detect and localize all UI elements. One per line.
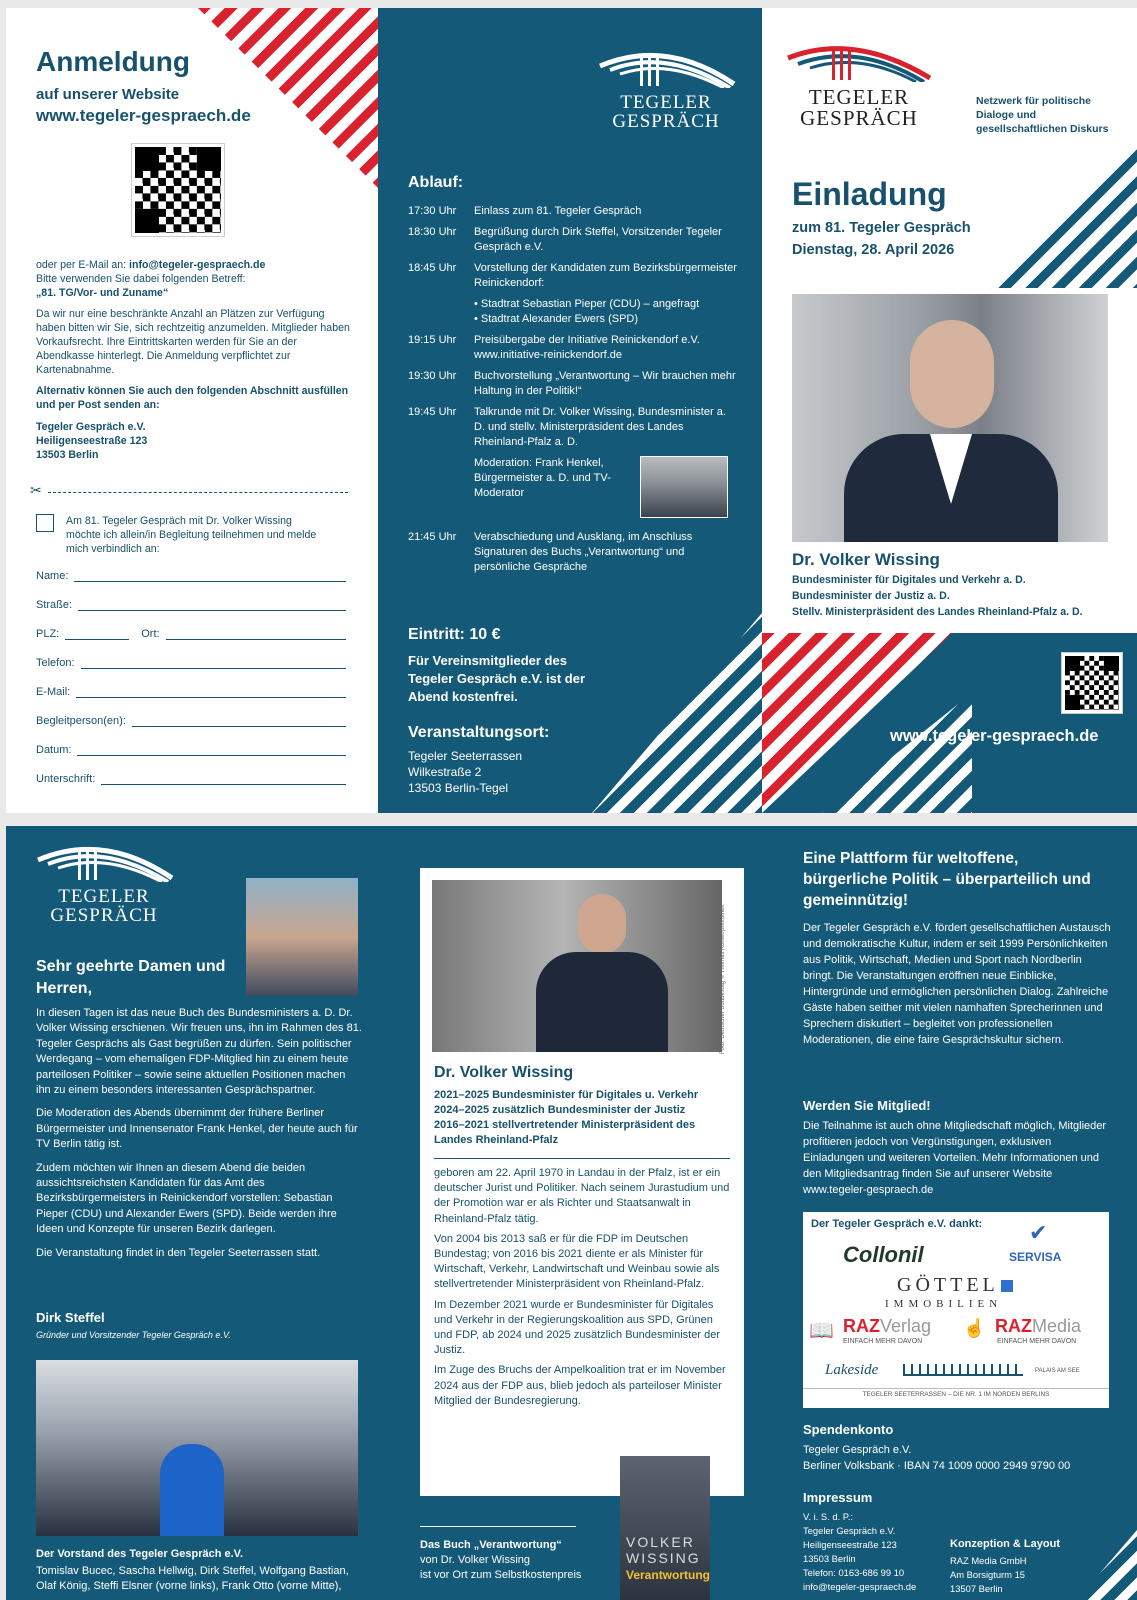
website-link[interactable]: www.tegeler-gespraech.de	[36, 106, 251, 125]
email-label: E-Mail:	[36, 686, 71, 698]
schedule-time: 21:45 Uhr	[408, 531, 457, 543]
sponsor-lakeside: Lakeside	[825, 1362, 879, 1378]
schedule-text: Preisübergabe der Initiative Reinickendorf e.V. www.initiative-reinickendorf.de	[474, 334, 700, 361]
board-heading: Der Vorstand des Tegeler Gespräch e.V.	[36, 1548, 244, 1560]
bio-head	[578, 894, 626, 954]
logo-line-2: GESPRÄCH	[800, 106, 918, 130]
schedule-text: Einlass zum 81. Tegeler Gespräch	[474, 205, 642, 217]
email-field[interactable]	[36, 682, 346, 698]
signature-label: Unterschrift:	[36, 773, 96, 785]
donation-line-1: Tegeler Gespräch e.V.	[803, 1444, 912, 1456]
guest-role-3: Stellv. Ministerpräsident des Landes Rheinland-Pfalz a. D.	[792, 606, 1083, 618]
cut-line	[48, 492, 348, 493]
imprint-line-5: Telefon: 0163-686 99 10	[803, 1567, 905, 1578]
invite-title: Einladung	[792, 176, 947, 212]
schedule-item	[408, 312, 738, 327]
invite-sub-1: zum 81. Tegeler Gespräch	[792, 220, 971, 236]
schedule-item	[408, 297, 738, 312]
logo	[596, 44, 736, 131]
raz-media-bold: RAZ	[995, 1316, 1032, 1336]
logo-line-1: TEGELER	[808, 85, 910, 109]
lakeside-palais: PALAIS AM SEE	[1035, 1368, 1080, 1374]
venue-line-1: Tegeler Seeterrassen	[408, 749, 523, 763]
bio-para-2: Von 2004 bis 2013 saß er für die FDP im Deutschen Bundestag; von 2016 bis 2021 diente er als Minister für Wirtschaft, Verkehr, Landwirtschaft und Weinbau sowie als stellvertretender Ministerpräsident von Rheinland-Pfalz.	[434, 1232, 720, 1291]
bio-photo	[432, 880, 722, 1052]
book-cover-title: Verantwortung	[626, 1568, 711, 1582]
career-line-2: 2024–2025 zusätzlich Bundesminister der Justiz	[434, 1104, 686, 1116]
date-field[interactable]	[36, 740, 346, 756]
bio-suit	[536, 952, 668, 1052]
entry-price: Eintritt: 10 €	[408, 626, 501, 643]
imprint	[803, 1510, 916, 1594]
addr-line-1: Tegeler Gespräch e.V.	[36, 421, 146, 434]
panel-bio	[388, 826, 770, 1600]
raz-verlag-bold: RAZ	[843, 1316, 880, 1336]
email-intro: oder per E-Mail an:	[36, 259, 130, 271]
career	[434, 1088, 734, 1148]
cover-logo	[784, 36, 934, 129]
letter-para-1: In diesen Tagen ist das neue Buch des Bundesministers a. D. Dr. Volker Wissing erschienen. Wir freuen uns, ihn im Rahmen des 81. Tegeler Gesprächs als Gast begrüßen zu dürfen. Sein politischer Werdegang – vom ehemaligen FDP-Mitglied hin zu einem heute parteilosen Politiker – sowie seine aktuellen Positionen machen ihn zu einem besonders interessanten Gesprächspartner.	[36, 1007, 362, 1097]
author-photo	[246, 878, 358, 996]
concept-line-1: RAZ Media GmbH	[950, 1555, 1027, 1566]
companion-label: Begleitperson(en):	[36, 715, 126, 727]
logo-line-2: GESPRÄCH	[50, 905, 158, 926]
signature-name: Dirk Steffel	[36, 1310, 105, 1325]
letter-para-3: Zudem möchten wir Ihnen an diesem Abend die beiden aussichtsreichsten Kandidaten für das Amt des Bezirksbürgermeisters in Reinickendorf vorstellen: Sebastian Pieper (CDU) und Alexander Ewers (SPD). Beide werden ihre Ideen und Konzepte für unseren Bezirk darlegen.	[36, 1161, 337, 1236]
phone-field[interactable]	[36, 653, 346, 669]
email-link[interactable]: info@tegeler-gespraech.de	[129, 259, 266, 271]
about-heading: Eine Plattform für weltoffene, bürgerliche Politik – überparteilich und gemeinnützig!	[803, 850, 1091, 909]
sponsor-servisa: SERVISA	[1009, 1250, 1062, 1264]
book-cover-author-1: VOLKER	[626, 1534, 695, 1550]
registration-sub: auf unserer Website	[36, 86, 180, 103]
subject-hint: Bitte verwenden Sie dabei folgenden Betreff:	[36, 273, 246, 286]
name-field[interactable]	[36, 566, 346, 582]
schedule-time: 19:30 Uhr	[408, 370, 457, 382]
schedule-item	[408, 261, 738, 291]
moderation-text: Moderation: Frank Henkel, Bürgermeister a. D. und TV-Moderator	[474, 457, 611, 499]
board-names: Tomislav Bucec, Sascha Hellwig, Dirk Steffel, Wolfgang Bastian, Olaf König, Steffi Elsner (vorne links), Frank Otto (vorne Mitte),	[36, 1565, 349, 1592]
schedule-text: • Stadtrat Alexander Ewers (SPD)	[474, 313, 639, 325]
schedule-list	[408, 204, 738, 581]
book-divider	[420, 1526, 576, 1527]
plz-ort-field[interactable]	[36, 624, 346, 640]
guest-head	[910, 320, 994, 428]
letter-para-2: Die Moderation des Abends übernimmt der frühere Berliner Bürgermeister und Innensenator Frank Henkel, der heute auch für TV Berlin tätig ist.	[36, 1107, 358, 1151]
raz-verlag-word: Verlag	[880, 1316, 932, 1336]
raz-media-tagline: EINFACH MEHR DAVON	[997, 1338, 1077, 1345]
raz-verlag-tagline: EINFACH MEHR DAVON	[843, 1338, 923, 1345]
email-block	[36, 258, 356, 463]
schedule-text: Talkrunde mit Dr. Volker Wissing, Bundesminister a. D. und stellv. Ministerpräsident des Landes Rheinland-Pfalz a. D.	[474, 406, 726, 448]
guest-photo	[792, 294, 1108, 542]
schedule-item	[408, 204, 738, 219]
registration-title: Anmeldung	[36, 46, 190, 77]
guest-role-1: Bundesminister für Digitales und Verkehr a. D.	[792, 574, 1026, 586]
schedule-time: 19:15 Uhr	[408, 334, 457, 346]
logo	[34, 838, 174, 925]
career-line-3: 2016–2021 stellvertretender Ministerpräsident des Landes Rheinland-Pfalz	[434, 1119, 696, 1146]
donation-info	[803, 1442, 1070, 1474]
donation-heading: Spendenkonto	[803, 1422, 894, 1437]
qr-code-icon[interactable]	[1062, 653, 1122, 713]
venue-heading: Veranstaltungsort:	[408, 724, 550, 741]
panel-registration	[6, 8, 378, 813]
companion-field[interactable]	[36, 711, 346, 727]
book-line-3: ist vor Ort zum Selbstkostenpreis	[420, 1569, 582, 1581]
registration-para: Da wir nur eine beschränkte Anzahl an Plätzen zur Verfügung haben bitten wir Sie, sich rechtzeitig anzumelden. Mitglieder haben Vorkaufsrecht. Ihre Eintrittskarten werden für Sie an der Abendkasse hinterlegt. Die Anmeldung verpflichtet zur Kartenabnahme.	[36, 307, 350, 377]
ort-label: Ort:	[141, 628, 160, 640]
sponsor-raz-verlag	[843, 1316, 931, 1337]
venue-line-3: 13503 Berlin-Tegel	[408, 781, 509, 795]
imprint-line-2: Tegeler Gespräch e.V.	[803, 1525, 896, 1536]
servisa-icon: ✔	[1029, 1220, 1048, 1245]
bio-para-4: Im Zuge des Bruchs der Ampelkoalition trat er im November 2024 aus der FDP aus, blieb jedoch als parteiloser Minister Mitglied der Bundesregierung.	[434, 1364, 726, 1407]
sponsor-heading: Der Tegeler Gespräch e.V. dankt:	[811, 1218, 983, 1230]
letter-para-4: Die Veranstaltung findet in den Tegeler Seeterrassen statt.	[36, 1246, 321, 1259]
bio-card	[420, 868, 744, 1496]
cover-footer	[762, 633, 1137, 813]
addr-line-3: 13503 Berlin	[36, 449, 99, 462]
building-icon	[903, 1354, 1023, 1376]
concept-line-3: 13507 Berlin	[950, 1583, 1003, 1594]
member-heading: Werden Sie Mitglied!	[803, 1098, 931, 1113]
panel-about	[770, 826, 1137, 1600]
bio-para-1: geboren am 22. April 1970 in Landau in der Pfalz, ist er ein deutscher Jurist und Politiker. Nach seinem Jurastudium und der Promotion war er als Richter und Staatsanwalt in Rheinland-Pfalz tätig.	[434, 1167, 730, 1225]
board-person-highlight	[160, 1444, 224, 1536]
moderator-photo	[640, 456, 728, 518]
board-photo	[36, 1360, 358, 1536]
book-text	[420, 1538, 581, 1583]
logo-line-1: TEGELER	[58, 886, 150, 907]
addr-line-2: Heiligenseestraße 123	[36, 435, 148, 448]
sponsor-box	[803, 1212, 1109, 1408]
sponsor-collonil: Collonil	[843, 1242, 924, 1267]
logo-arc-icon	[784, 36, 934, 82]
schedule-time	[408, 297, 474, 312]
venue	[408, 748, 522, 796]
concept	[950, 1554, 1027, 1596]
signature-field[interactable]	[36, 769, 346, 785]
decor-stripes-white	[592, 613, 762, 813]
plz-label: PLZ:	[36, 628, 60, 640]
schedule-text: Buchvorstellung „Verantwortung – Wir brauchen mehr Haltung in der Politik!“	[474, 370, 736, 397]
decor-stripes-red	[198, 8, 378, 188]
lakeside-tagline: TEGELER SEETERRASSEN – DIE NR. 1 IM NORDEN BERLINS	[803, 1388, 1109, 1398]
schedule-time: 19:45 Uhr	[408, 406, 457, 418]
imprint-heading: Impressum	[803, 1490, 873, 1505]
invite-date: Dienstag, 28. April 2026	[792, 242, 955, 258]
about-para: Der Tegeler Gespräch e.V. fördert gesellschaftlichen Austausch und demokratische Kultur, indem er seit 1999 Persönlichkeiten aus Politik, Wirtschaft, Medien und Sport nach Nordberlin bringt. Die Veranstaltungen eröffnen neue Einblicke, Hintergründe und ermöglichen persönlichen Dialog. Zahlreiche Gäste haben seither mit vielen namhaften Sprecherinnen und Sprechern diskutiert – begleitet von professionellen Moderationen, die eine faire Gesprächskultur sichern.	[803, 922, 1111, 1046]
letter-body	[36, 1006, 362, 1261]
concept-heading: Konzeption & Layout	[950, 1538, 1060, 1550]
book-line-1: Das Buch „Verantwortung“	[420, 1539, 562, 1551]
concept-line-2: Am Borsigturm 15	[950, 1569, 1026, 1580]
schedule-time: 18:30 Uhr	[408, 226, 457, 238]
attend-checkbox[interactable]	[36, 514, 54, 532]
panel-schedule	[378, 8, 762, 813]
book-icon: 📖	[809, 1320, 834, 1342]
cover-url[interactable]: www.tegeler-gespraech.de	[890, 727, 1099, 745]
schedule-item	[408, 405, 738, 450]
date-label: Datum:	[36, 744, 72, 756]
name-label: Name:	[36, 570, 69, 582]
book-line-2: von Dr. Volker Wissing	[420, 1554, 531, 1566]
panel-letter	[6, 826, 388, 1600]
imprint-email[interactable]: info@tegeler-gespraech.de	[803, 1581, 917, 1592]
imprint-line-3: Heiligenseestraße 123	[803, 1539, 897, 1550]
schedule-heading: Ablauf:	[408, 174, 464, 191]
book-cover-author-2: WISSING	[626, 1550, 701, 1566]
photo-credit: Foto: Deutscher Bundestag © Thomas Köhler/photothek	[720, 904, 726, 1054]
panel-cover	[762, 8, 1137, 813]
bio-name: Dr. Volker Wissing	[434, 1064, 574, 1081]
bio-text	[434, 1166, 730, 1409]
tagline: Netzwerk für politische Dialoge und gesellschaftlichen Diskurs	[976, 95, 1109, 135]
schedule-time: 18:45 Uhr	[408, 262, 457, 274]
greeting: Sehr geehrte Damen und Herren,	[36, 958, 226, 997]
schedule-time: 17:30 Uhr	[408, 205, 457, 217]
schedule-time	[408, 312, 474, 327]
member-free: Für Vereinsmitglieder des Tegeler Gespräch e.V. ist der Abend kostenfrei.	[408, 653, 586, 704]
attend-text: Am 81. Tegeler Gespräch mit Dr. Volker Wissing möchte ich allein/in Begleitung teilnehmen und melde mich verbindlich an:	[66, 515, 317, 556]
decor-stripes-white	[1077, 1530, 1137, 1600]
schedule-item	[408, 333, 738, 363]
logo-line-2: GESPRÄCH	[612, 111, 720, 132]
donation-line-2: Berliner Volksbank · IBAN 74 1009 0000 2949 9790 00	[803, 1460, 1071, 1472]
schedule-item	[408, 225, 738, 255]
member-para: Die Teilnahme ist auch ohne Mitgliedschaft möglich, Mitglieder profitieren jedoch von Vergünstigungen, exklusiven Einladungen und weiteren Vorteilen. Mehr Informationen und den Mitgliedsantrag finden Sie auf unserer Website www.tegeler-gespraech.de	[803, 1120, 1107, 1196]
venue-line-2: Wilkestraße 2	[408, 765, 482, 779]
logo-line-1: TEGELER	[620, 92, 712, 113]
phone-label: Telefon:	[36, 657, 75, 669]
bio-para-3: Im Dezember 2021 wurde er Bundesminister für Digitales und Verkehr in der Regierungskoalition aus SPD, Grünen und FDP, ab 2024 und 2025 zusätzlich Bundesminister der Justiz.	[434, 1298, 720, 1357]
career-line-1: 2021–2025 Bundesminister für Digitales u. Verkehr	[434, 1089, 699, 1101]
guest-role-2: Bundesminister der Justiz a. D.	[792, 590, 950, 602]
alt-text: Alternativ können Sie auch den folgenden Abschnitt ausfüllen und per Post senden an:	[36, 384, 349, 411]
imprint-line-4: 13503 Berlin	[803, 1553, 856, 1564]
media-icon: ☝	[963, 1318, 986, 1338]
decor-stripes-blue	[987, 138, 1137, 288]
guest-name: Dr. Volker Wissing	[792, 550, 940, 569]
sponsor-goettel: GÖTTEL	[897, 1274, 999, 1296]
career-divider	[434, 1158, 730, 1159]
raz-media-word: Media	[1032, 1316, 1082, 1336]
qr-code-icon[interactable]	[132, 144, 224, 236]
moderation-block	[474, 456, 738, 518]
form	[36, 566, 346, 798]
schedule-text: • Stadtrat Sebastian Pieper (CDU) – angefragt	[474, 298, 700, 310]
sponsor-goettel-sub: IMMOBILIEN	[885, 1298, 1003, 1310]
sponsor-raz-media	[995, 1316, 1081, 1337]
schedule-text: Vorstellung der Kandidaten zum Bezirksbürgermeister Reinickendorf:	[474, 262, 737, 289]
subject: „81. TG/Vor- und Zuname“	[36, 287, 169, 300]
signature-role: Gründer und Vorsitzender Tegeler Gespräch e.V.	[36, 1330, 231, 1340]
schedule-text: Verabschiedung und Ausklang, im Anschluss Signaturen des Buchs „Verantwortung“ und persönliche Gespräche	[474, 531, 693, 573]
street-field[interactable]	[36, 595, 346, 611]
schedule-text: Begrüßung durch Dirk Steffel, Vorsitzender Tegeler Gespräch e.V.	[474, 226, 722, 253]
logo-arc-icon	[596, 44, 736, 88]
scissors-icon: ✂	[30, 482, 42, 498]
schedule-item	[408, 369, 738, 399]
street-label: Straße:	[36, 599, 73, 611]
goettel-square-icon	[1001, 1280, 1013, 1292]
guest-roles	[792, 572, 1083, 620]
logo-arc-icon	[34, 838, 174, 882]
schedule-item	[408, 530, 738, 575]
imprint-line-1: V. i. S. d. P.:	[803, 1511, 854, 1522]
book-cover	[620, 1456, 710, 1600]
